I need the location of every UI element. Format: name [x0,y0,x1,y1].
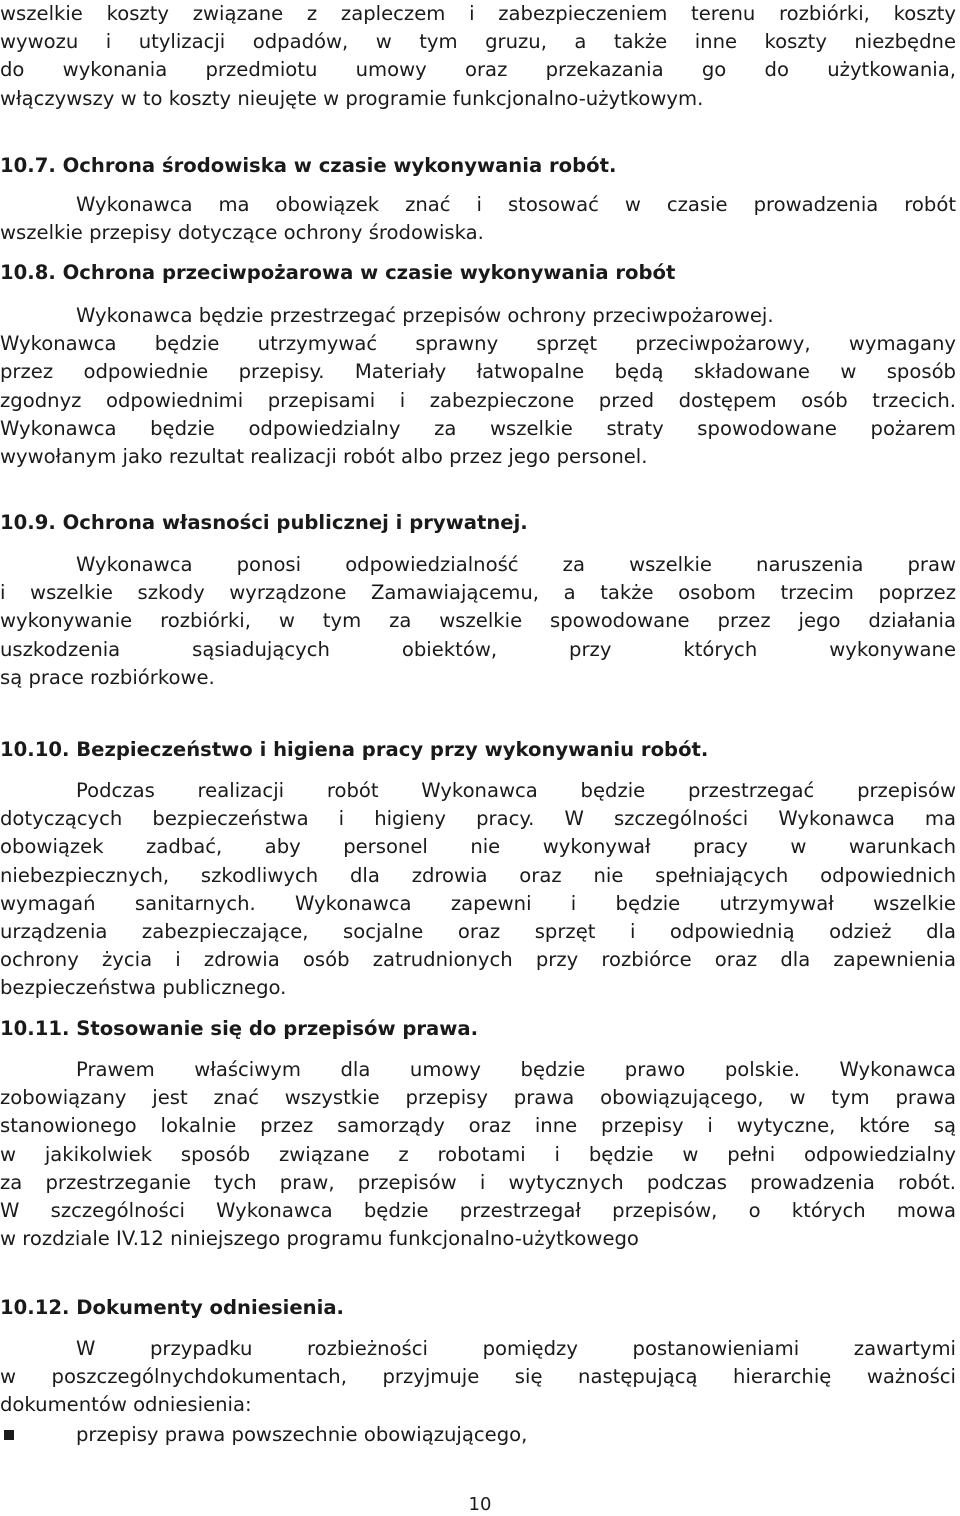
paragraph-line: wszelkie przepisy dotyczące ochrony środowiska. [0,221,484,245]
paragraph-line: Wykonawca ma obowiązek znać i stosować w czasie prowadzenia robót [76,193,956,216]
paragraph-line: dokumentów odniesienia: [0,1393,252,1417]
section-heading-10-10: 10.10. Bezpieczeństwo i higiena pracy przy wykonywaniu robót. [0,738,709,761]
paragraph-line: dotyczących bezpieczeństwa i higieny pracy. W szczególności Wykonawca ma [0,807,956,831]
section-heading-10-7: 10.7. Ochrona środowiska w czasie wykonywania robót. [0,154,617,177]
paragraph-line: wywołanym jako rezultat realizacji robót albo przez jego personel. [0,444,648,468]
paragraph-line: Prawem właściwym dla umowy będzie prawo polskie. Wykonawca [76,1058,956,1081]
paragraph-line: są prace rozbiórkowe. [0,665,215,689]
paragraph-line: zgodnyz odpowiednimi przepisami i zabezpieczone przed dostępem osób trzecich. [0,388,956,412]
paragraph-line: zobowiązany jest znać wszystkie przepisy prawa obowiązującego, w tym prawa [0,1086,956,1110]
paragraph-line: W szczególności Wykonawca będzie przestrzegał przepisów, o których mowa [0,1198,956,1222]
paragraph-line: wszelkie koszty związane z zapleczem i zabezpieczeniem terenu rozbiórki, koszty [0,2,956,25]
paragraph-line: Wykonawca ponosi odpowiedzialność za wszelkie naruszenia praw [76,553,956,576]
paragraph-line: i wszelkie szkody wyrządzone Zamawiającemu, a także osobom trzecim poprzez [0,581,956,605]
paragraph-line: wywozu i utylizacji odpadów, w tym gruzu, a także inne koszty niezbędne [0,30,956,54]
section-heading-10-11: 10.11. Stosowanie się do przepisów prawa. [0,1017,479,1040]
section-10-12-paragraph [0,1335,956,1420]
paragraph-line: obowiązek zadbać, aby personel nie wykonywał pracy w warunkach [0,835,956,859]
paragraph-line: przez odpowiednie przepisy. Materiały łatwopalne będą składowane w sposób [0,360,956,384]
paragraph-line: wykonywanie rozbiórki, w tym za wszelkie spowodowane przez jego działania [0,609,956,633]
paragraph-line: za przestrzeganie tych praw, przepisów i wytycznych podczas prowadzenia robót. [0,1170,956,1194]
paragraph-line: niebezpiecznych, szkodliwych dla zdrowia oraz nie spełniających odpowiednich [0,863,956,887]
paragraph-line: Wykonawca będzie odpowiedzialny za wszelkie straty spowodowane pożarem [0,416,956,440]
square-bullet-icon [4,1430,14,1440]
intro-paragraph [0,0,956,113]
paragraph-line: Podczas realizacji robót Wykonawca będzie przestrzegać przepisów [76,779,956,802]
paragraph-line: Wykonawca będzie przestrzegać przepisów ochrony przeciwpożarowej. [76,304,774,327]
paragraph-line: bezpieczeństwa publicznego. [0,976,287,1000]
paragraph-line: Wykonawca będzie utrzymywać sprawny sprzęt przeciwpożarowy, wymagany [0,332,956,356]
section-heading-10-9: 10.9. Ochrona własności publicznej i prywatnej. [0,511,528,534]
paragraph-line: w jakikolwiek sposób związane z robotami i będzie w pełni odpowiedzialny [0,1142,956,1166]
paragraph-line: ochrony życia i zdrowia osób zatrudnionych przy rozbiórce oraz dla zapewnienia [0,948,956,972]
section-heading-10-12: 10.12. Dokumenty odniesienia. [0,1296,345,1319]
paragraph-line: W przypadku rozbieżności pomiędzy postanowieniami zawartymi [76,1337,956,1360]
section-10-8-paragraph [0,302,956,471]
paragraph-line: włączywszy w to koszty nieujęte w programie funkcjonalno-użytkowym. [0,86,704,110]
paragraph-line: stanowionego lokalnie przez samorządy oraz inne przepisy i wytyczne, które są [0,1114,956,1138]
section-heading-10-8: 10.8. Ochrona przeciwpożarowa w czasie wykonywania robót [0,261,676,284]
paragraph-line: urządzenia zabezpieczające, socjalne oraz sprzęt i odpowiednią odzież dla [0,919,956,943]
paragraph-line: do wykonania przedmiotu umowy oraz przekazania go do użytkowania, [0,58,956,82]
list-item-text: przepisy prawa powszechnie obowiązującego, [76,1423,528,1446]
paragraph-line: w poszczególnychdokumentach, przyjmuje się następującą hierarchię ważności [0,1365,956,1389]
paragraph-line: wymagań sanitarnych. Wykonawca zapewni i będzie utrzymywał wszelkie [0,891,956,915]
paragraph-line: uszkodzenia sąsiadujących obiektów, przy których wykonywane [0,637,956,661]
section-10-10-paragraph [0,777,956,1003]
paragraph-line: w rozdziale IV.12 niniejszego programu funkcjonalno-użytkowego [0,1227,639,1251]
section-10-11-paragraph [0,1056,956,1253]
section-10-7-paragraph [0,191,956,247]
section-10-9-paragraph [0,551,956,692]
page-number: 10 [468,1494,492,1515]
